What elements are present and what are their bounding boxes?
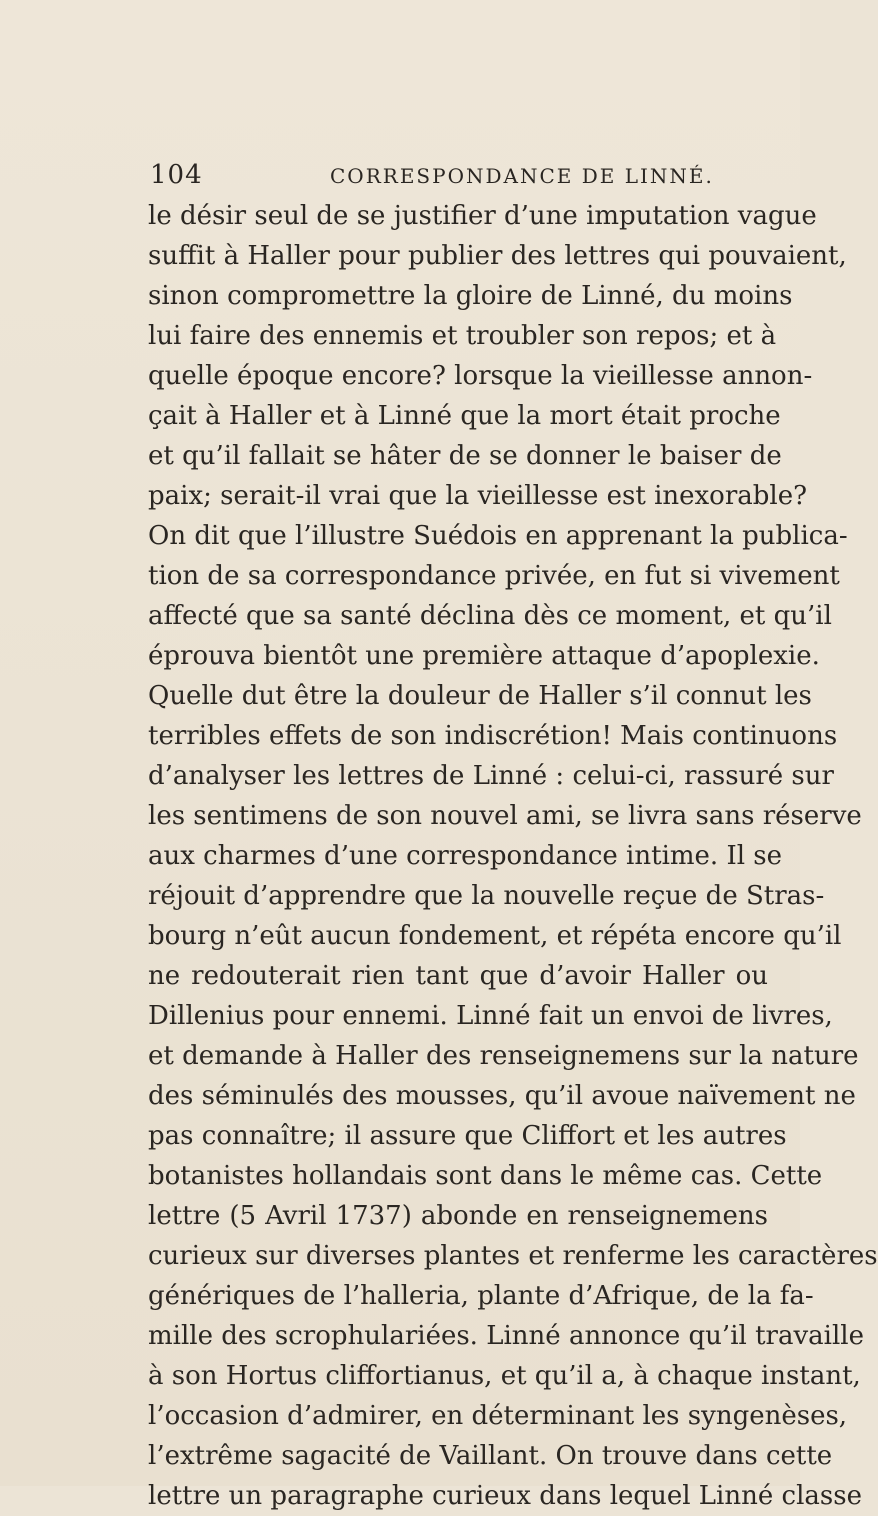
text-line: çait à Haller et à Linné que la mort était proche <box>148 401 781 431</box>
text-line: paix; serait-il vrai que la vieillesse est inexorable? <box>148 481 808 511</box>
text-line: Quelle dut être la douleur de Haller s’il connut les <box>148 681 812 711</box>
text-line: quelle époque encore? lorsque la vieillesse annon- <box>148 361 813 391</box>
text-line: On dit que l’illustre Suédois en apprenant la publica- <box>148 521 848 551</box>
text-line: lettre un paragraphe curieux dans lequel Linné classe <box>148 1481 862 1511</box>
text-line: ne redouterait rien tant que d’avoir Haller ou <box>148 961 768 991</box>
text-line: génériques de l’halleria, plante d’Afrique, de la fa- <box>148 1281 814 1311</box>
text-line: pas connaître; il assure que Cliffort et les autres <box>148 1121 787 1151</box>
text-line: curieux sur diverses plantes et renferme les caractères <box>148 1241 878 1271</box>
text-line: réjouit d’apprendre que la nouvelle reçue de Stras- <box>148 881 825 911</box>
text-line: terribles effets de son indiscrétion! Mais continuons <box>148 721 838 751</box>
text-line: à son Hortus cliffortianus, et qu’il a, à chaque instant, <box>148 1361 861 1391</box>
text-line: suffit à Haller pour publier des lettres qui pouvaient, <box>148 241 847 271</box>
text-line: botanistes hollandais sont dans le même cas. Cette <box>148 1161 823 1191</box>
text-line: bourg n’eût aucun fondement, et répéta encore qu’il <box>148 921 842 951</box>
text-line: le désir seul de se justifier d’une imputation vague <box>148 201 817 231</box>
text-line: et qu’il fallait se hâter de se donner le baiser de <box>148 441 782 471</box>
text-line: lui faire des ennemis et troubler son repos; et à <box>148 321 777 351</box>
text-line: sinon compromettre la gloire de Linné, du moins <box>148 281 793 311</box>
text-line: l’extrême sagacité de Vaillant. On trouve dans cette <box>148 1441 833 1471</box>
text-line: l’occasion d’admirer, en déterminant les syngenèses, <box>148 1401 848 1431</box>
text-line: aux charmes d’une correspondance intime. Il se <box>148 841 783 871</box>
text-line: et demande à Haller des renseignemens sur la nature <box>148 1041 859 1071</box>
text-line: d’analyser les lettres de Linné : celui-ci, rassuré sur <box>148 761 834 791</box>
body-text <box>148 196 878 1516</box>
text-line: Dillenius pour ennemi. Linné fait un envoi de livres, <box>148 1001 833 1031</box>
text-line: tion de sa correspondance privée, en fut si vivement <box>148 561 840 591</box>
text-line: mille des scrophulariées. Linné annonce qu’il travaille <box>148 1321 864 1351</box>
running-title: CORRESPONDANCE DE LINNÉ. <box>330 164 714 188</box>
text-line: des séminulés des mousses, qu’il avoue naïvement ne <box>148 1081 856 1111</box>
text-line: affecté que sa santé déclina dès ce moment, et qu’il <box>148 601 832 631</box>
text-line: éprouva bientôt une première attaque d’apoplexie. <box>148 641 820 671</box>
text-line: les sentimens de son nouvel ami, se livra sans réserve <box>148 801 862 831</box>
page-header <box>150 160 750 200</box>
page-number: 104 <box>150 160 203 190</box>
text-line: lettre (5 Avril 1737) abonde en renseignemens <box>148 1201 768 1231</box>
